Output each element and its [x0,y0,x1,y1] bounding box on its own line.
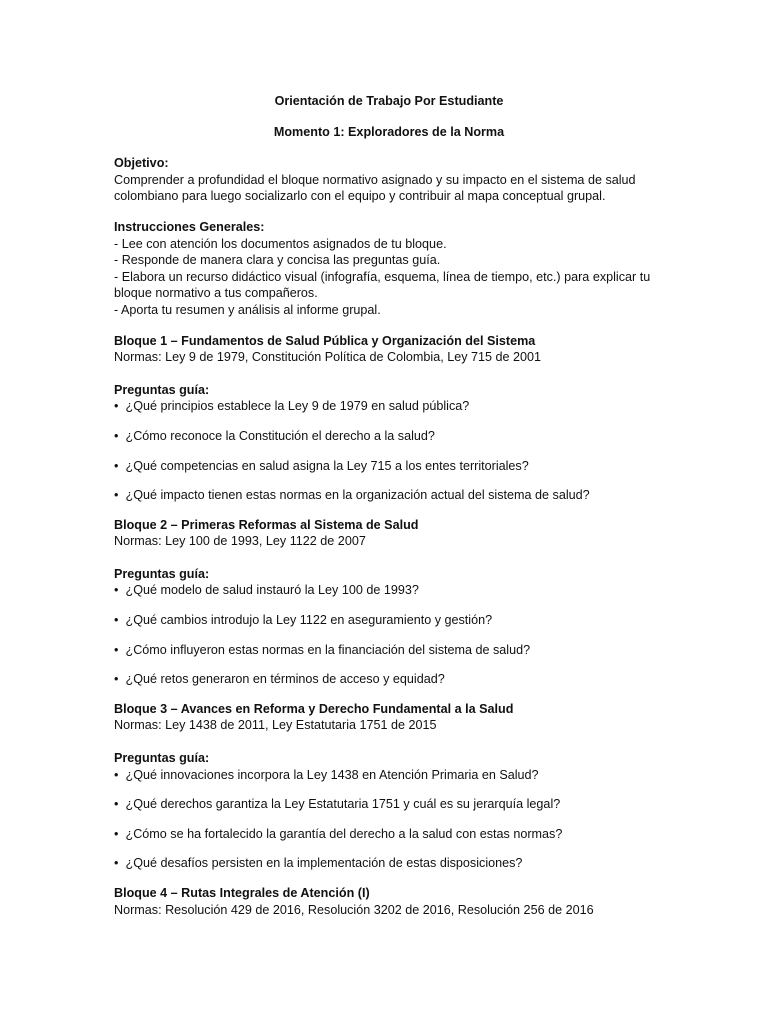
objective-heading: Objetivo: [114,156,169,171]
instruction-item: - Elabora un recurso didáctico visual (infografía, esquema, línea de tiempo, etc.) para explicar tu bloque normativo a tus compañeros. [114,269,651,301]
question-item [114,642,664,659]
block-heading: Bloque 1 – Fundamentos de Salud Pública y Organización del Sistema [114,333,536,348]
bullet-icon: • [114,613,119,628]
question-item [114,796,664,813]
question-text: ¿Qué desafíos persisten en la implementación de estas disposiciones? [125,856,523,871]
block-heading: Bloque 3 – Avances en Reforma y Derecho Fundamental a la Salud [114,701,514,716]
question-item [114,458,664,475]
document-subtitle: Momento 1: Exploradores de la Norma [273,124,505,139]
objective-text: Comprender a profundidad el bloque normativo asignado y su impacto en el sistema de salud colombiano para luego socializarlo con el equipo y contribuir al mapa conceptual grupal. [114,172,636,204]
question-item [114,826,664,843]
question-list [114,582,664,687]
question-text: ¿Qué cambios introdujo la Ley 1122 en aseguramiento y gestión? [125,613,493,628]
block-2 [114,517,664,688]
block-heading: Bloque 2 – Primeras Reformas al Sistema de Salud [114,517,419,532]
bullet-icon: • [114,672,119,687]
question-text: ¿Qué competencias en salud asigna la Ley 715 a los entes territoriales? [125,458,529,473]
bullet-icon: • [114,399,119,414]
block-norms: Normas: Ley 100 de 1993, Ley 1122 de 2007 [114,534,366,549]
question-list [114,398,664,503]
questions-heading: Preguntas guía: [114,382,210,397]
question-text: ¿Qué derechos garantiza la Ley Estatutaria 1751 y cuál es su jerarquía legal? [125,797,561,812]
question-item [114,855,664,872]
document-content [114,93,664,918]
bullet-icon: • [114,642,119,657]
block-norms: Normas: Ley 9 de 1979, Constitución Política de Colombia, Ley 715 de 2001 [114,350,542,365]
instruction-item: - Lee con atención los documentos asignados de tu bloque. [114,236,447,251]
question-item [114,428,664,445]
bullet-icon: • [114,767,119,782]
question-text: ¿Qué principios establece la Ley 9 de 1979 en salud pública? [125,399,470,414]
question-text: ¿Cómo se ha fortalecido la garantía del derecho a la salud con estas normas? [125,826,563,841]
instruction-item: - Aporta tu resumen y análisis al informe grupal. [114,302,381,317]
question-item [114,582,664,599]
questions-heading: Preguntas guía: [114,566,210,581]
block-heading: Bloque 4 – Rutas Integrales de Atención (I) [114,886,370,900]
instructions-heading: Instrucciones Generales: [114,219,265,234]
block-3 [114,701,664,872]
block-norms: Normas: Resolución 429 de 2016, Resolución 3202 de 2016, Resolución 256 de 2016 [114,902,594,917]
question-text: ¿Qué modelo de salud instauró la Ley 100 de 1993? [125,583,419,598]
question-text: ¿Qué impacto tienen estas normas en la organización actual del sistema de salud? [125,488,590,503]
block-norms: Normas: Ley 1438 de 2011, Ley Estatutaria 1751 de 2015 [114,718,437,733]
block-4 [114,885,664,918]
question-item [114,398,664,415]
question-item [114,487,664,504]
bullet-icon: • [114,856,119,871]
question-list [114,767,664,872]
questions-heading: Preguntas guía: [114,751,210,766]
instruction-item: - Responde de manera clara y concisa las preguntas guía. [114,253,441,268]
instructions-section [114,219,664,319]
bullet-icon: • [114,583,119,598]
bullet-icon: • [114,428,119,443]
question-text: ¿Cómo influyeron estas normas en la financiación del sistema de salud? [125,642,531,657]
question-text: ¿Cómo reconoce la Constitución el derecho a la salud? [125,428,435,443]
document-title: Orientación de Trabajo Por Estudiante [274,94,504,108]
question-item [114,767,664,784]
bullet-icon: • [114,797,119,812]
objective-section [114,155,664,205]
bullet-icon: • [114,458,119,473]
question-item [114,612,664,629]
bullet-icon: • [114,488,119,503]
block-1 [114,333,664,504]
question-item [114,671,664,688]
question-text: ¿Qué innovaciones incorpora la Ley 1438 en Atención Primaria en Salud? [125,767,539,782]
question-text: ¿Qué retos generaron en términos de acceso y equidad? [125,672,445,687]
bullet-icon: • [114,826,119,841]
